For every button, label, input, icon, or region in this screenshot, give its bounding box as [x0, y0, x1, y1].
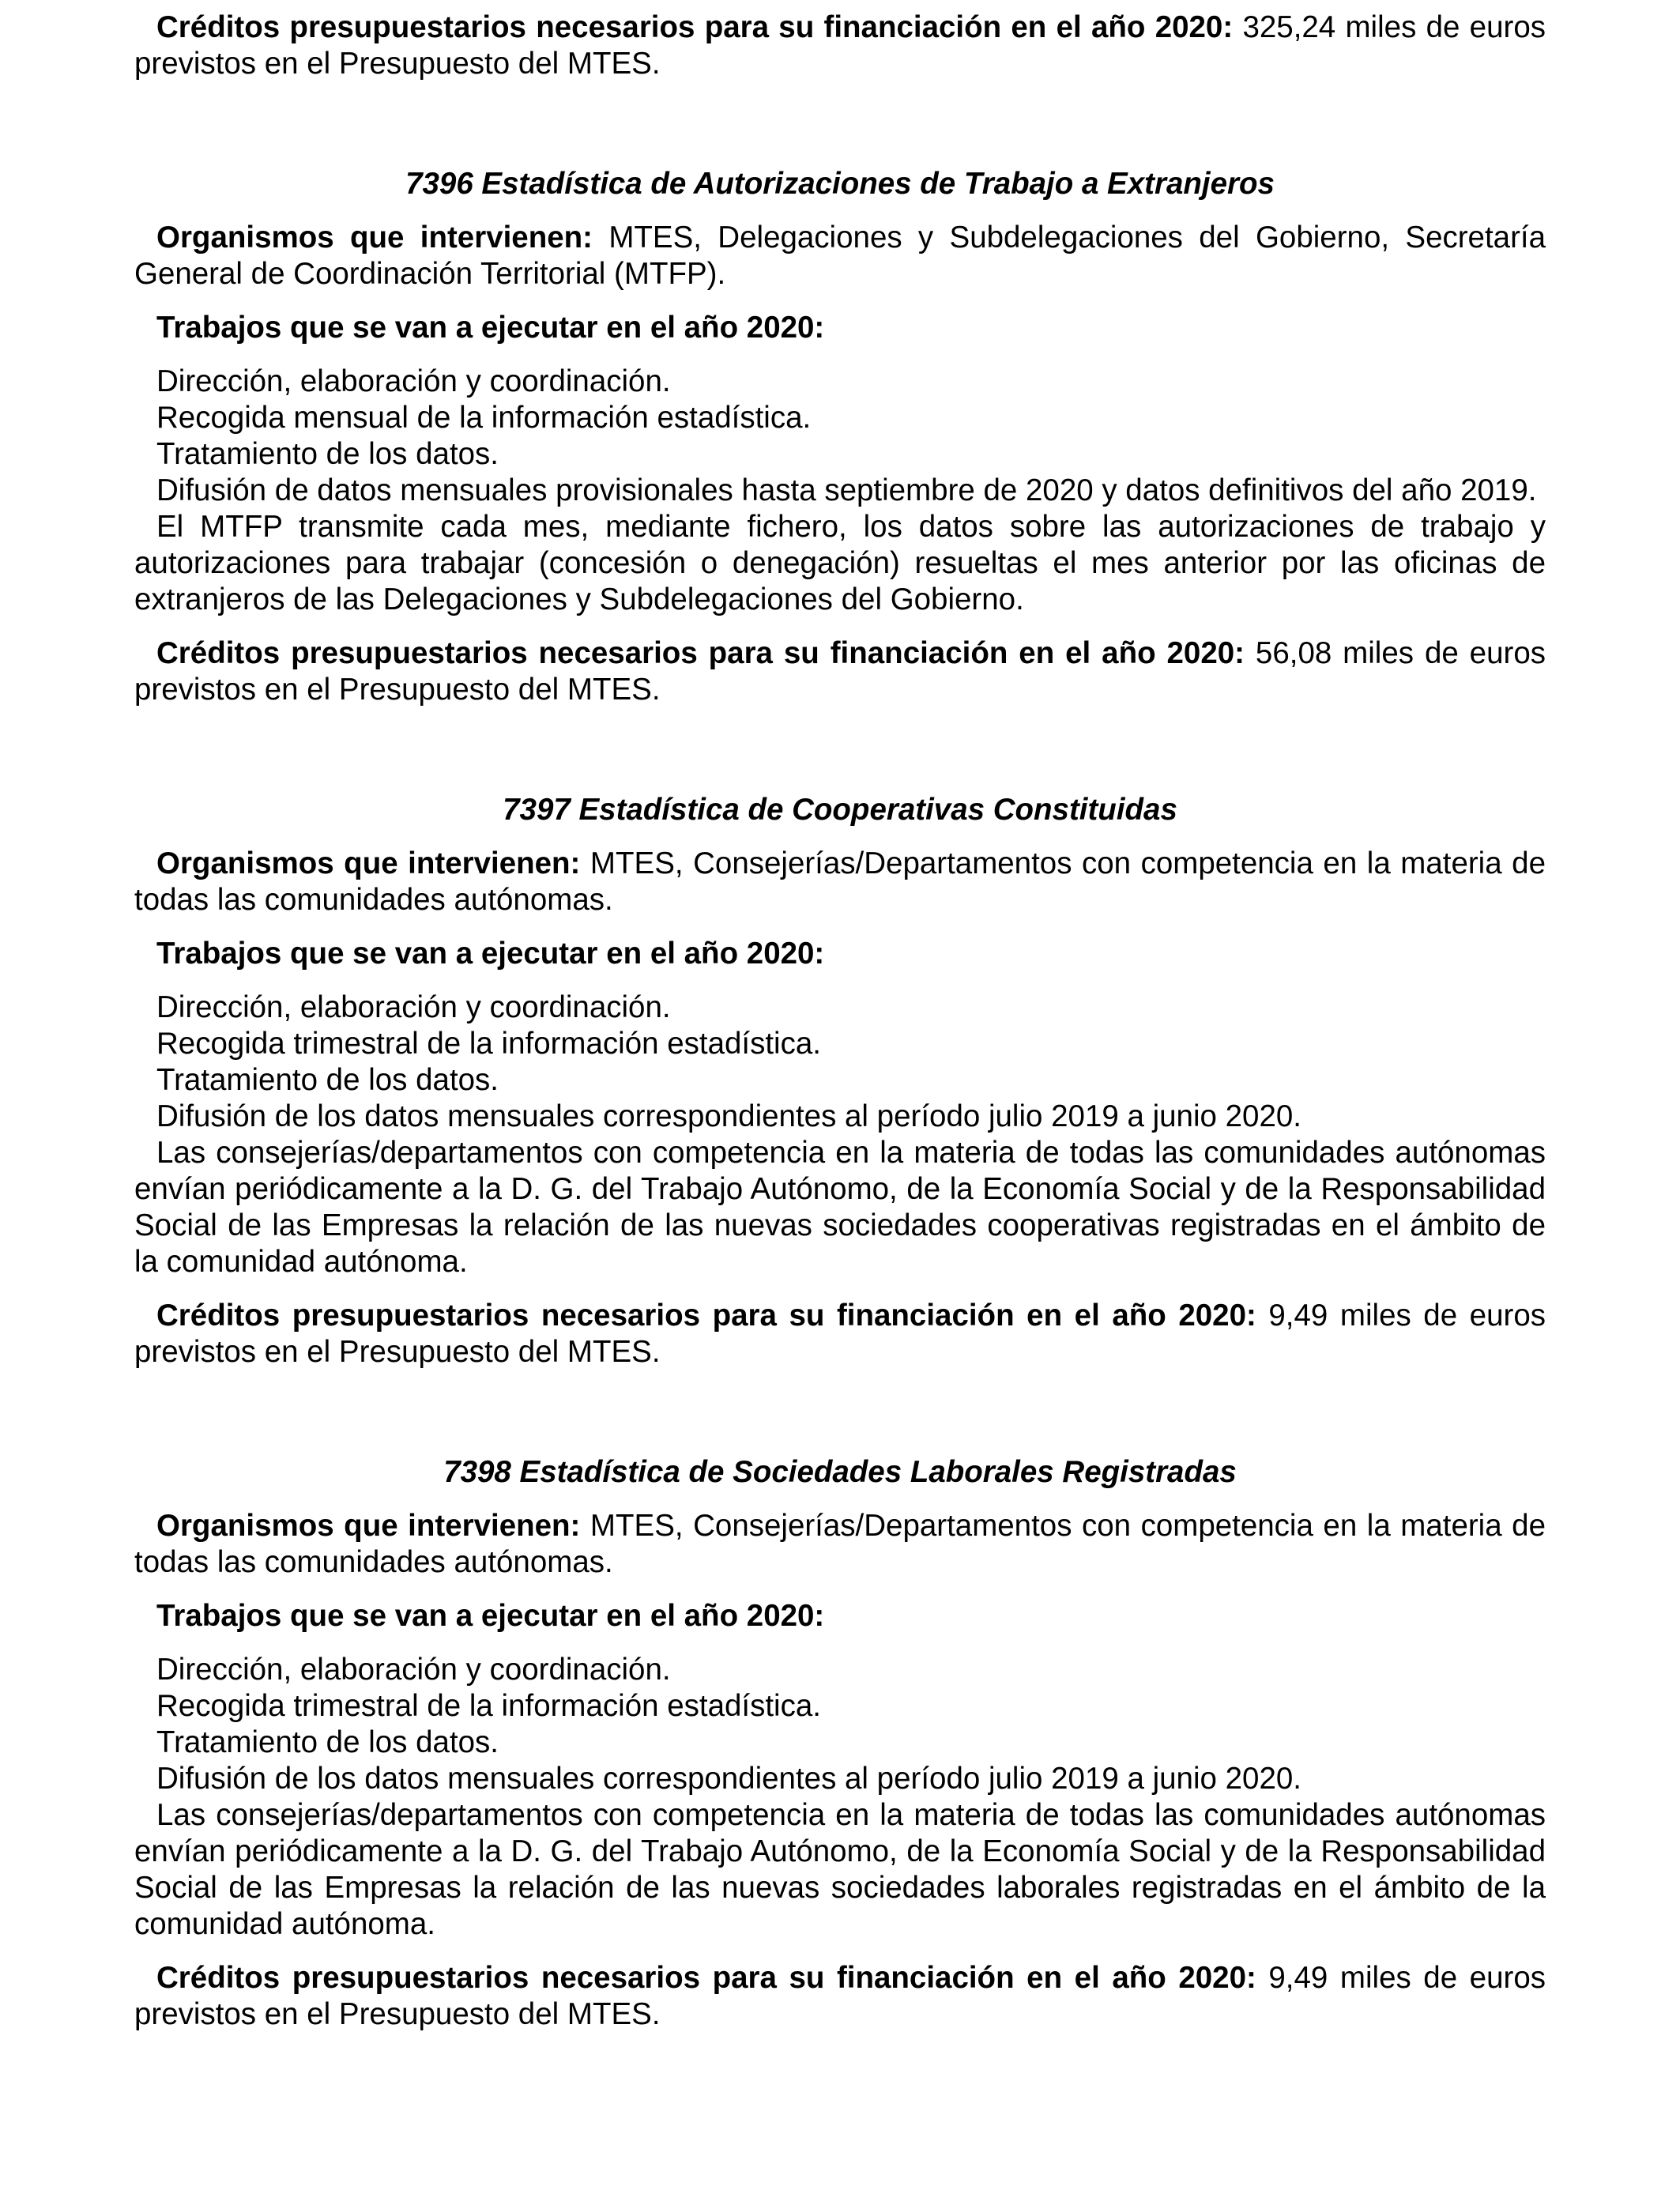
trabajo-item: Dirección, elaboración y coordinación. [156, 364, 671, 398]
top-creditos-paragraph [134, 9, 1546, 82]
trabajo-item: Difusión de datos mensuales provisionales hasta septiembre de 2020 y datos definitivos del año 2019. [156, 473, 1537, 507]
trabajo-item: Las consejerías/departamentos con competencia en la materia de todas las comunidades autónomas envían periódicamente a la D. G. del Trabajo Autónomo, de la Economía Social y de la Responsabilidad Social de las Empresas la relación de las nuevas sociedades cooperativas registradas en el ámbito de la comunidad autónoma. [134, 1136, 1546, 1279]
trabajo-item: Tratamiento de los datos. [156, 437, 499, 471]
creditos-value: 9,49 miles de euros previstos en el Presupuesto del MTES. [134, 1961, 1546, 2031]
trabajos-heading [134, 936, 1546, 972]
trabajo-item: Recogida trimestral de la información estadística. [156, 1027, 821, 1061]
section-title: 7396 Estadística de Autorizaciones de Trabajo a Extranjeros [405, 167, 1275, 201]
trabajos-heading [134, 1598, 1546, 1634]
creditos-paragraph [134, 635, 1546, 708]
trabajo-item: Tratamiento de los datos. [156, 1063, 499, 1097]
trabajos-label: Trabajos que se van a ejecutar en el año 2020: [156, 1599, 825, 1633]
creditos-paragraph [134, 1960, 1546, 2033]
trabajo-item: Dirección, elaboración y coordinación. [156, 1653, 671, 1687]
organismos-paragraph [134, 846, 1546, 918]
trabajos-heading [134, 310, 1546, 346]
trabajos-list [134, 1652, 1546, 1943]
creditos-value: 325,24 miles de euros previstos en el Presupuesto del MTES. [134, 10, 1546, 81]
section-title: 7398 Estadística de Sociedades Laborales Registradas [443, 1455, 1237, 1489]
section-7398 [134, 1454, 1546, 2033]
trabajo-item: Recogida trimestral de la información estadística. [156, 1689, 821, 1723]
trabajo-item: El MTFP transmite cada mes, mediante fichero, los datos sobre las autorizaciones de trabajo y autorizaciones para trabajar (concesión o denegación) resueltas el mes anterior por las oficinas de extranjeros de las Delegaciones y Subdelegaciones del Gobierno. [134, 510, 1546, 616]
creditos-label: Créditos presupuestarios necesarios para su financiación en el año 2020: [156, 10, 1234, 44]
section-title: 7397 Estadística de Cooperativas Constituidas [503, 793, 1177, 827]
trabajo-item: Tratamiento de los datos. [156, 1725, 499, 1759]
creditos-label: Créditos presupuestarios necesarios para su financiación en el año 2020: [156, 636, 1245, 670]
trabajos-list [134, 364, 1546, 618]
trabajos-list [134, 990, 1546, 1280]
organismos-label: Organismos que intervienen: [156, 1509, 581, 1543]
trabajo-item: Dirección, elaboración y coordinación. [156, 990, 671, 1024]
organismos-value: MTES, Consejerías/Departamentos con competencia en la materia de todas las comunidades autónomas. [134, 846, 1546, 917]
organismos-paragraph [134, 1508, 1546, 1581]
organismos-paragraph [134, 220, 1546, 292]
creditos-value: 9,49 miles de euros previstos en el Presupuesto del MTES. [134, 1299, 1546, 1369]
trabajo-item: Difusión de los datos mensuales correspondientes al período julio 2019 a junio 2020. [156, 1762, 1301, 1796]
organismos-value: MTES, Delegaciones y Subdelegaciones del Gobierno, Secretaría General de Coordinación Territorial (MTFP). [134, 221, 1546, 291]
trabajo-item: Las consejerías/departamentos con competencia en la materia de todas las comunidades autónomas envían periódicamente a la D. G. del Trabajo Autónomo, de la Economía Social y de la Responsabilidad Social de las Empresas la relación de las nuevas sociedades laborales registradas en el ámbito de la comunidad autónoma. [134, 1798, 1546, 1941]
organismos-value: MTES, Consejerías/Departamentos con competencia en la materia de todas las comunidades autónomas. [134, 1509, 1546, 1579]
creditos-paragraph [134, 1298, 1546, 1370]
organismos-label: Organismos que intervienen: [156, 221, 593, 254]
section-7396 [134, 166, 1546, 708]
trabajos-label: Trabajos que se van a ejecutar en el año 2020: [156, 937, 825, 971]
organismos-label: Organismos que intervienen: [156, 846, 581, 880]
trabajos-label: Trabajos que se van a ejecutar en el año 2020: [156, 311, 825, 345]
document-page [134, 9, 1546, 2033]
trabajo-item: Difusión de los datos mensuales correspondientes al período julio 2019 a junio 2020. [156, 1099, 1301, 1133]
creditos-value: 56,08 miles de euros previstos en el Presupuesto del MTES. [134, 636, 1546, 707]
creditos-label: Créditos presupuestarios necesarios para su financiación en el año 2020: [156, 1961, 1256, 1995]
creditos-label: Créditos presupuestarios necesarios para su financiación en el año 2020: [156, 1299, 1256, 1333]
section-7397 [134, 792, 1546, 1370]
trabajo-item: Recogida mensual de la información estadística. [156, 401, 812, 435]
